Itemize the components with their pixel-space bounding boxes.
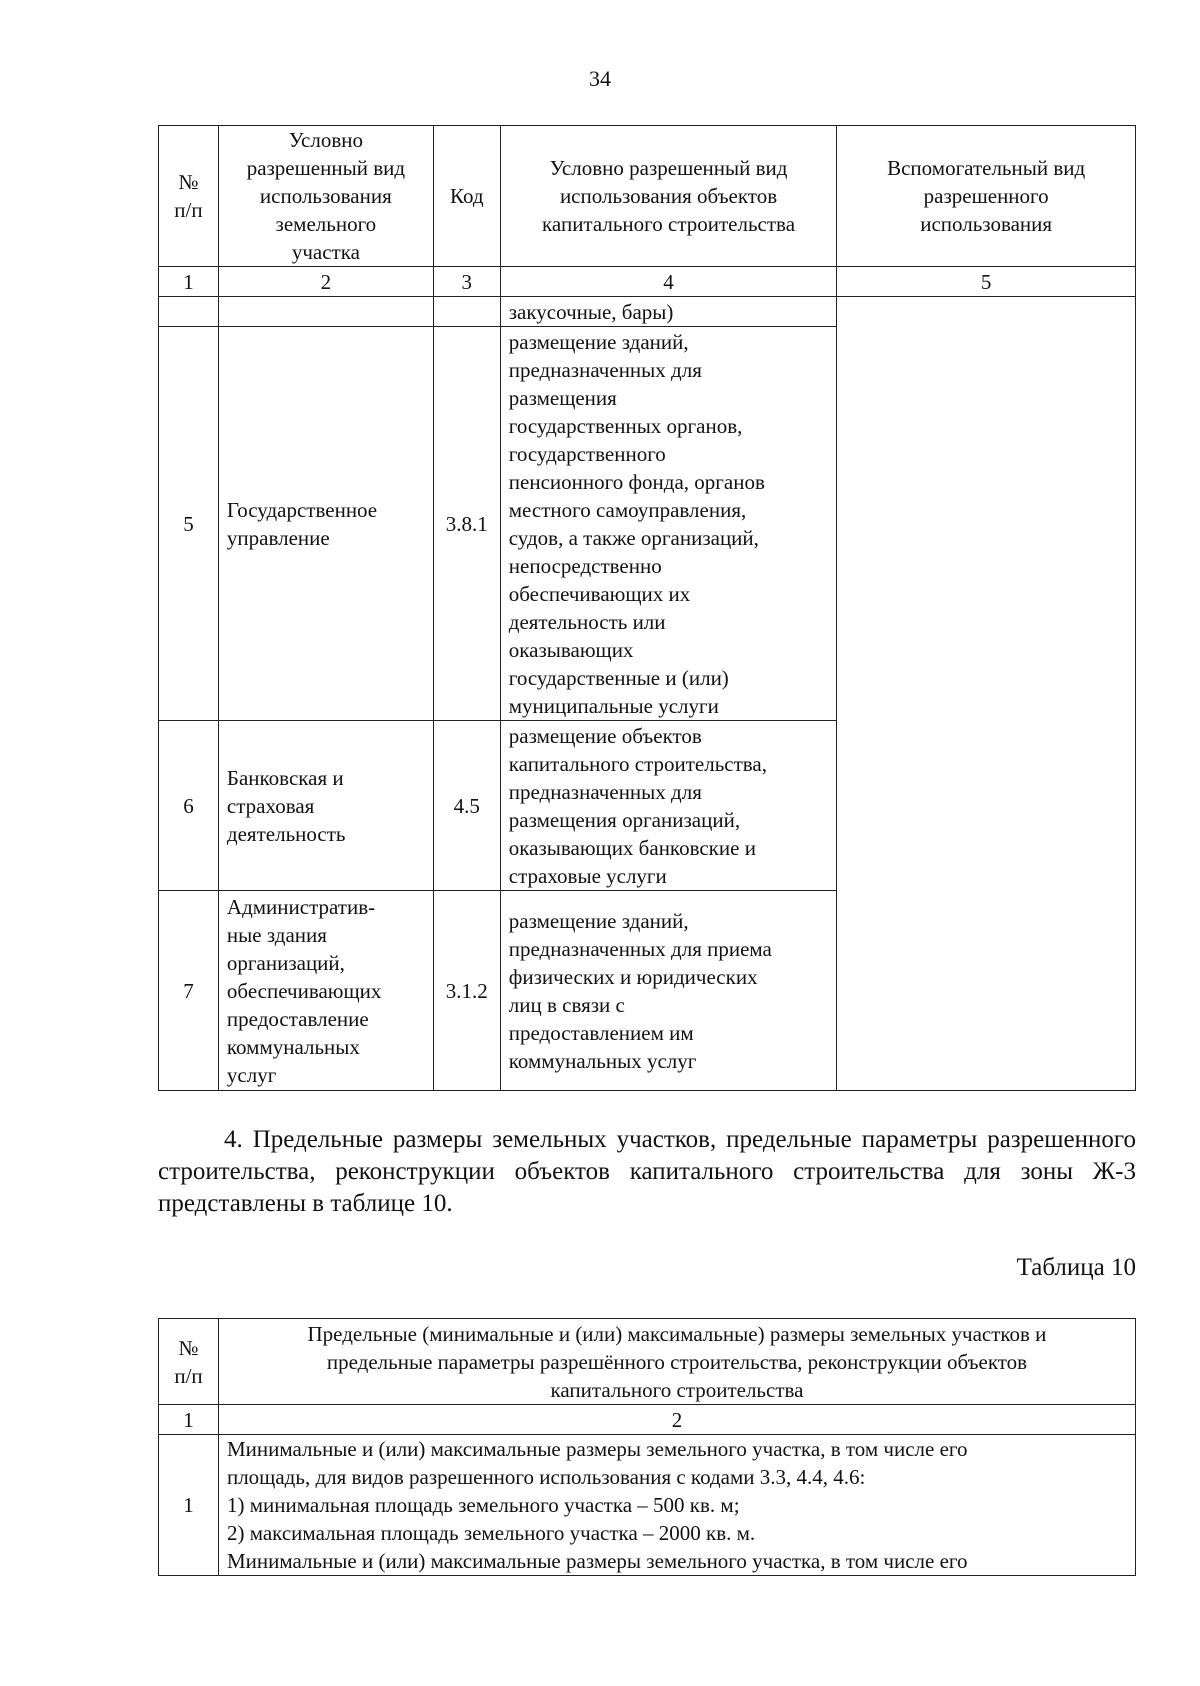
row-code: 3.8.1 bbox=[433, 327, 500, 721]
row-num: 6 bbox=[159, 721, 219, 891]
row-num: 1 bbox=[159, 1435, 219, 1576]
row-description: размещение объектов капитального строительства, предназначенных для размещения организаций, оказывающих банковские и страховые услуги bbox=[500, 721, 837, 891]
header-capital-use: Условно разрешенный вид использования объектов капитального строительства bbox=[500, 126, 837, 267]
table-caption: Таблица 10 bbox=[1016, 1254, 1136, 1281]
row-description: размещение зданий, предназначенных для приема физических и юридических лиц в связи с предоставлением им коммунальных услуг bbox=[500, 891, 837, 1091]
col-number: 1 bbox=[159, 1405, 219, 1435]
row-num: 7 bbox=[159, 891, 219, 1091]
header-code: Код bbox=[433, 126, 500, 267]
table-header-row bbox=[159, 126, 1136, 267]
col-number: 4 bbox=[500, 267, 837, 297]
table-limits bbox=[158, 1318, 1136, 1576]
col-number: 2 bbox=[218, 267, 433, 297]
column-number-row bbox=[159, 1405, 1136, 1435]
row-land-use: Административ- ные здания организаций, обеспечивающих предоставление коммунальных услуг bbox=[218, 891, 433, 1091]
row-land-use: Банковская и страховая деятельность bbox=[218, 721, 433, 891]
row-num: 5 bbox=[159, 327, 219, 721]
continuation-text: закусочные, бары) bbox=[500, 297, 837, 327]
table-header-row bbox=[159, 1319, 1136, 1405]
header-num: № п/п bbox=[159, 1319, 219, 1405]
table-row-continuation bbox=[159, 297, 1136, 327]
table-row bbox=[159, 1435, 1136, 1576]
row-description: размещение зданий, предназначенных для размещения государственных органов, государственного пенсионного фонда, органов местного самоуправления, судов, а также организаций, непосредственно обеспечивающих их деятельность или оказывающих государственные и (или) муниципальные услуги bbox=[500, 327, 837, 721]
col-number: 5 bbox=[837, 267, 1136, 297]
column-number-row bbox=[159, 267, 1136, 297]
header-num: № п/п bbox=[159, 126, 219, 267]
auxiliary-use-cell bbox=[837, 297, 1136, 1091]
row-code: 3.1.2 bbox=[433, 891, 500, 1091]
col-number: 2 bbox=[218, 1405, 1135, 1435]
empty-cell bbox=[159, 297, 219, 327]
header-land-use: Условно разрешенный вид использования земельного участка bbox=[218, 126, 433, 267]
row-code: 4.5 bbox=[433, 721, 500, 891]
empty-cell bbox=[218, 297, 433, 327]
header-limits: Предельные (минимальные и (или) максимальные) размеры земельных участков и предельные параметры разрешённого строительства, реконструкции объектов капитального строительства bbox=[218, 1319, 1135, 1405]
empty-cell bbox=[433, 297, 500, 327]
row-text: Минимальные и (или) максимальные размеры земельного участка, в том числе его площадь, для видов разрешенного использования с кодами 3.3, 4.4, 4.6: 1) минимальная площадь земельного участка – 500 кв. м; 2) максимальная площадь земельного участка – 2000 кв. м. Минимальные и (или) максимальные размеры земельного участка, в том числе его bbox=[218, 1435, 1135, 1576]
header-auxiliary-use: Вспомогательный вид разрешенного использования bbox=[837, 126, 1136, 267]
paragraph-4: 4. Предельные размеры земельных участков, предельные параметры разрешенного строительства, реконструкции объектов капитального строительства для зоны Ж-3 представлены в таблице 10. bbox=[158, 1126, 1136, 1217]
col-number: 3 bbox=[433, 267, 500, 297]
col-number: 1 bbox=[159, 267, 219, 297]
row-land-use: Государственное управление bbox=[218, 327, 433, 721]
page-number: 34 bbox=[589, 66, 611, 91]
table-permitted-uses bbox=[158, 125, 1136, 1091]
